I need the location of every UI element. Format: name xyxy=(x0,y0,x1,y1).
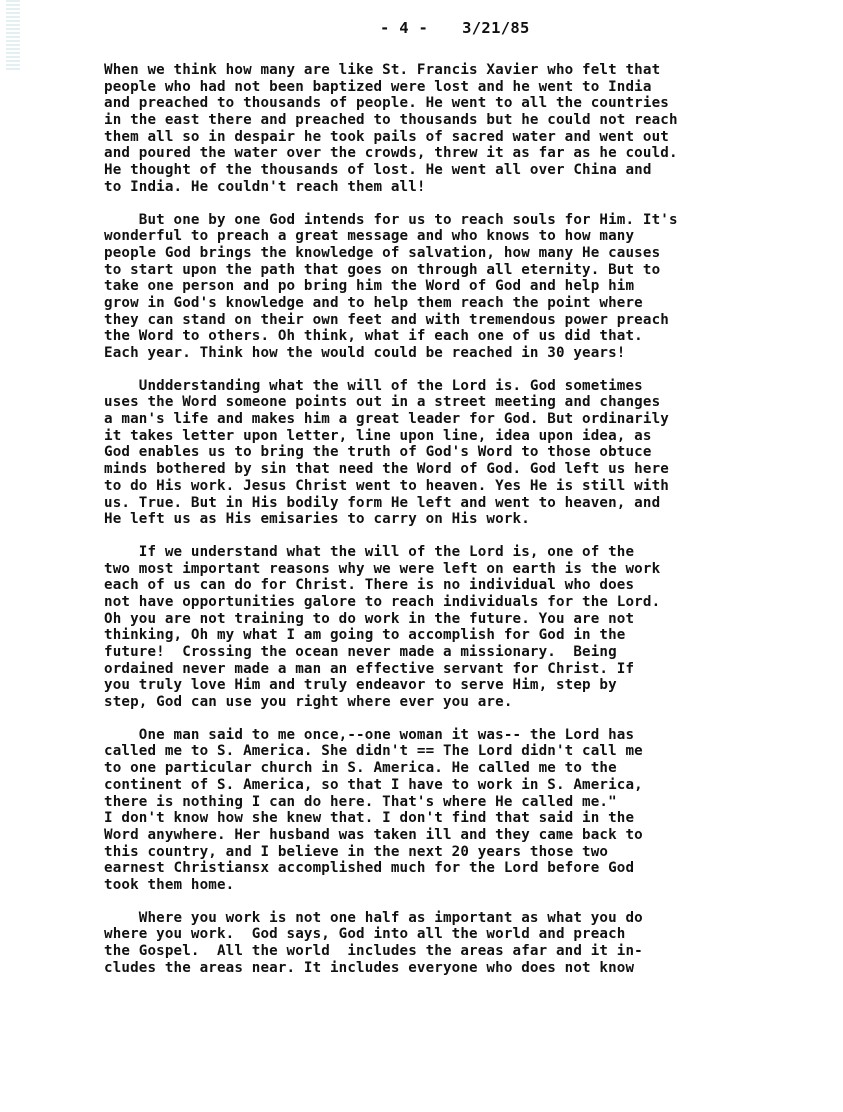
text-line: where you work. God says, God into all the world and preach xyxy=(104,926,626,943)
text-line: step, God can use you right where ever you are. xyxy=(104,694,513,711)
text-line: But one by one God intends for us to reach souls for Him. It's xyxy=(104,211,678,228)
text-line: wonderful to preach a great message and who knows to how many xyxy=(104,228,635,245)
text-line: it takes letter upon letter, line upon line, idea upon idea, as xyxy=(104,427,652,444)
page-header xyxy=(380,19,530,37)
text-line: they can stand on their own feet and with tremendous power preach xyxy=(104,311,669,328)
text-line: them all so in despair he took pails of sacred water and went out xyxy=(104,128,669,145)
text-line: Word anywhere. Her husband was taken ill and they came back to xyxy=(104,826,643,843)
text-line: you truly love Him and truly endeavor to serve Him, step by xyxy=(104,677,617,694)
text-line: I don't know how she knew that. I don't find that said in the xyxy=(104,810,635,827)
paragraph xyxy=(104,727,804,894)
text-line: people who had not been baptized were lost and he went to India xyxy=(104,78,652,95)
scan-artifact xyxy=(6,0,20,70)
text-line: He left us as His emisaries to carry on His work. xyxy=(104,511,530,528)
paragraph xyxy=(104,910,804,977)
body-text xyxy=(104,62,804,992)
text-line: Where you work is not one half as important as what you do xyxy=(104,909,643,926)
text-line: earnest Christiansx accomplished much for the Lord before God xyxy=(104,860,635,877)
text-line: each of us can do for Christ. There is no individual who does xyxy=(104,577,635,594)
text-line: He thought of the thousands of lost. He went all over China and xyxy=(104,162,652,179)
text-line: to one particular church in S. America. He called me to the xyxy=(104,760,617,777)
text-line: in the east there and preached to thousands but he could not reach xyxy=(104,112,678,129)
text-line: called me to S. America. She didn't == The Lord didn't call me xyxy=(104,743,643,760)
text-line: took them home. xyxy=(104,876,235,893)
paragraph xyxy=(104,62,804,196)
text-line: future! Crossing the ocean never made a missionary. Being xyxy=(104,644,617,660)
text-line: grow in God's knowledge and to help them reach the point where xyxy=(104,294,643,311)
paragraph xyxy=(104,544,804,711)
text-line: to do His work. Jesus Christ went to heaven. Yes He is still with xyxy=(104,477,669,494)
text-line: two most important reasons why we were left on earth is the work xyxy=(104,560,661,577)
text-line: to India. He couldn't reach them all! xyxy=(104,178,426,195)
text-line: and poured the water over the crowds, threw it as far as he could. xyxy=(104,145,678,162)
text-line: take one person and po bring him the Word of God and help him xyxy=(104,278,635,295)
text-line: Each year. Think how the would could be reached in 30 years! xyxy=(104,345,626,361)
text-line: to start upon the path that goes on through all eternity. But to xyxy=(104,261,661,278)
text-line: continent of S. America, so that I have to work in S. America, xyxy=(104,776,643,793)
paragraph xyxy=(104,378,804,528)
text-line: minds bothered by sin that need the Word of God. God left us here xyxy=(104,461,669,478)
text-line: Oh you are not training to do work in the future. You are not xyxy=(104,610,635,627)
text-line: God enables us to bring the truth of God's Word to those obtuce xyxy=(104,444,652,461)
page-number: - 4 - xyxy=(380,19,429,37)
text-line: One man said to me once,--one woman it was-- the Lord has xyxy=(104,726,635,743)
paragraph xyxy=(104,212,804,362)
text-line: ordained never made a man an effective servant for Christ. If xyxy=(104,660,635,677)
page-date: 3/21/85 xyxy=(462,19,530,37)
text-line: the Gospel. All the world includes the areas afar and it in- xyxy=(104,943,643,959)
text-line: cludes the areas near. It includes everyone who does not know xyxy=(104,959,635,976)
text-line: thinking, Oh my what I am going to accomplish for God in the xyxy=(104,627,626,644)
text-line: there is nothing I can do here. That's where He called me." xyxy=(104,793,617,810)
text-line: When we think how many are like St. Francis Xavier who felt that xyxy=(104,62,661,78)
text-line: people God brings the knowledge of salvation, how many He causes xyxy=(104,244,661,261)
text-line: If we understand what the will of the Lord is, one of the xyxy=(104,543,635,560)
text-line: uses the Word someone points out in a street meeting and changes xyxy=(104,394,661,411)
text-line: Undderstanding what the will of the Lord is. God sometimes xyxy=(104,377,643,394)
text-line: not have opportunities galore to reach individuals for the Lord. xyxy=(104,593,661,610)
text-line: this country, and I believe in the next 20 years those two xyxy=(104,843,609,860)
text-line: and preached to thousands of people. He went to all the countries xyxy=(104,95,669,112)
text-line: a man's life and makes him a great leader for God. But ordinarily xyxy=(104,411,669,428)
text-line: the Word to others. Oh think, what if each one of us did that. xyxy=(104,328,643,345)
text-line: us. True. But in His bodily form He left and went to heaven, and xyxy=(104,494,661,511)
